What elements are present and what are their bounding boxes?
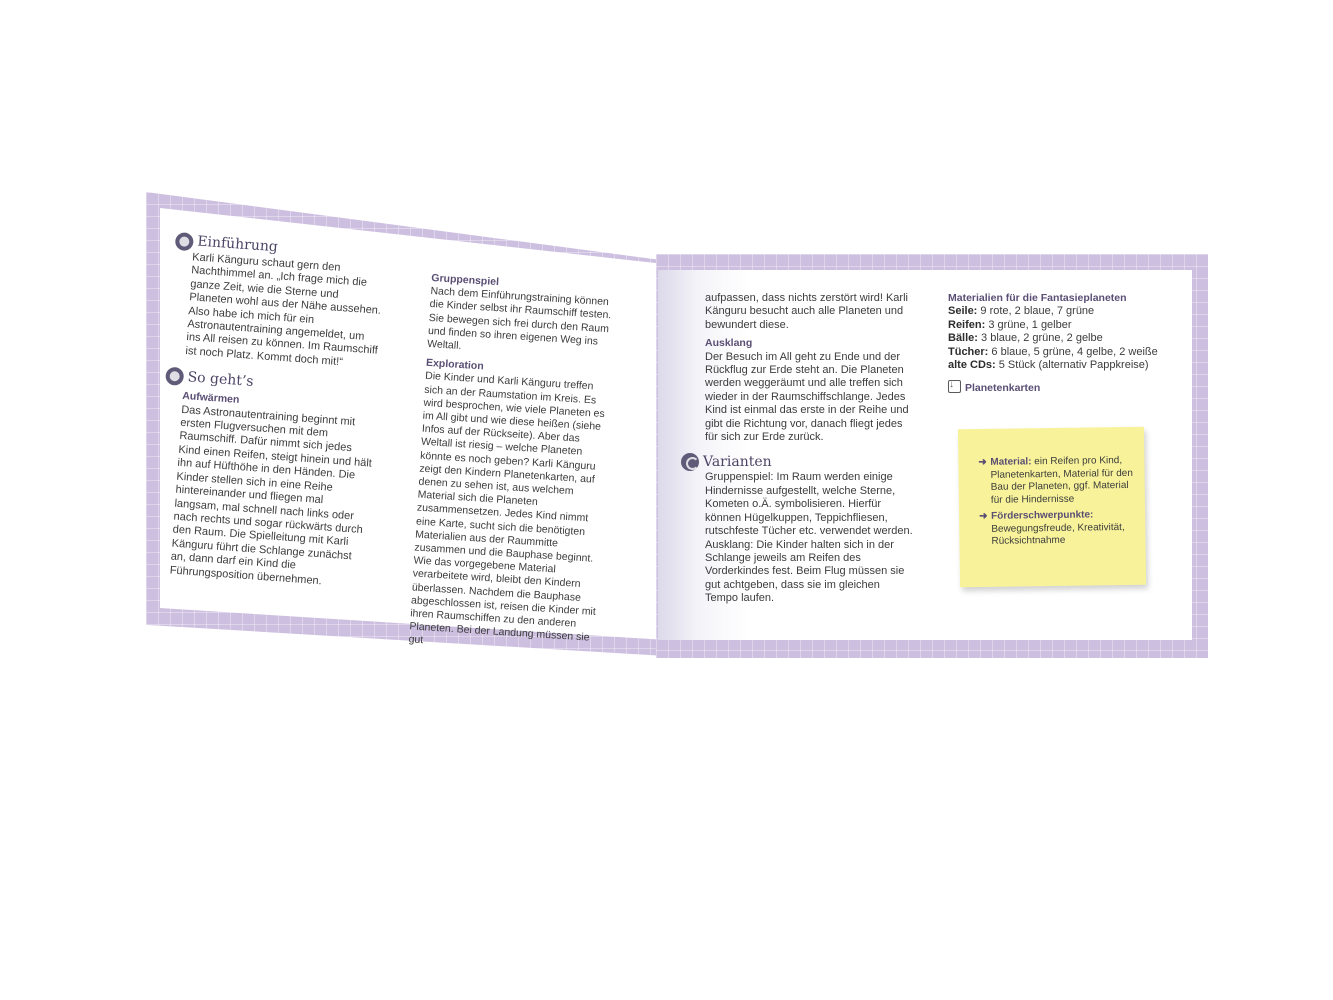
variants-heading xyxy=(681,453,915,471)
materials-title: Materialien für die Fantasieplaneten xyxy=(948,292,1127,304)
material-value: 3 grüne, 1 gelber xyxy=(988,318,1072,331)
end-text: Der Besuch im All geht zu Ende und der Rückflug zur Erde steht an. Die Planeten werden weggeräumt und alle treffen sich wieder in der Raumschiffschlange. Jedes Kind ist einmal das erste in der Reihe und gibt die Richtung vor, danach fliegt jedes für sich zur Erde zurück. xyxy=(705,350,909,444)
explore-title: Exploration xyxy=(425,357,485,373)
arrow-right-icon: ➜ xyxy=(978,456,987,469)
material-label: alte CDs: xyxy=(948,359,996,372)
group-text: Nach dem Einführungstraining können die Kinder selbst ihr Raumschiff testen. Sie bewegen sich frei durch den Raum und finden so ihren eigenen Weg ins Weltall. xyxy=(426,285,612,353)
download-icon xyxy=(948,380,961,393)
material-label: Tücher: xyxy=(948,345,989,358)
material-label: Reifen: xyxy=(948,318,986,331)
refresh-icon xyxy=(681,453,699,471)
variants-text-2: Ausklang: Die Kinder halten sich in der Schlange jeweils am Reifen des Vorderkindes fest. Beim Flug müssen sie gut achtgeben, dass sie im gleichen Tempo laufen. xyxy=(705,538,905,605)
right-column-1 xyxy=(705,292,915,606)
continued-text: aufpassen, dass nichts zerstört wird! Karli Känguru besucht auch alle Planeten und bewundert diese. xyxy=(705,292,908,331)
speech-bubble-icon xyxy=(175,232,194,251)
download-label: Planetenkarten xyxy=(965,382,1041,395)
intro-text: Karli Känguru schaut gern den Nachthimmel an. „Ich frage mich die ganze Zeit, wie die Sterne und Planeten wohl aus der Nähe aussehen. Also habe ich mich für ein Astronautentraining angemeldet, um ins All reisen zu können. Im Raumschiff ist noch Platz. Kommt doch mit!“ xyxy=(185,251,382,369)
note-material-label: Material: xyxy=(990,456,1032,468)
material-value: 5 Stück (alternativ Pappkreise) xyxy=(998,359,1149,372)
left-column-2 xyxy=(408,268,621,659)
material-row xyxy=(948,305,1168,318)
material-value: 6 blaue, 5 grüne, 4 gelbe, 2 weiße xyxy=(991,345,1158,358)
end-title: Ausklang xyxy=(705,337,753,350)
material-value: 3 blaue, 2 grüne, 2 gelbe xyxy=(981,332,1103,345)
note-focus-text: Bewegungsfreude, Kreativität, Rücksichtnahme xyxy=(991,521,1125,547)
variants-text-1: Gruppenspiel: Im Raum werden einige Hindernisse aufgestellt, welche Sterne, Kometen o.Ä. symbolisieren. Hierfür können Hügelkuppen, Teppichfliesen, rutschfeste Tücher etc. verwendet werden. xyxy=(705,471,913,538)
material-row xyxy=(948,319,1168,332)
material-row xyxy=(948,332,1168,345)
sticky-note xyxy=(958,427,1146,588)
material-value: 9 rote, 2 blaue, 7 grüne xyxy=(980,305,1095,318)
arrow-right-icon: ➜ xyxy=(979,510,988,523)
variants-heading-text: Varianten xyxy=(703,453,772,470)
intro-heading-text: Einführung xyxy=(196,233,279,256)
explore-text: Die Kinder und Karli Känguru treffen sich an der Raumstation im Kreis. Es wird besprochen, wie viele Planeten es im All gibt und wie diese heißen (siehe Infos auf der Rückseite). Aber das Weltall ist riesig – welche Planeten könnte es noch geben? Karli Känguru zeigt den Kindern Planetenkarten, auf denen zu sehen ist, aus welchem Material sich die Planeten zusammensetzen. Jedes Kind nimmt eine Karte, sucht sich die benötigten Materialien aus der Raummitte zusammen und die Bauphase beginnt. Wie das vorgegebene Material verarbeitete wird, bleibt den Kindern überlassen. Nachdem die Bauphase abgeschlossen ist, reisen die Kinder mit ihren Raumschiffen zu den anderen Planeten. Bei der Landung müssen sie gut xyxy=(408,370,606,647)
note-focus-label: Förderschwerpunkte: xyxy=(991,509,1094,522)
warmup-title: Aufwärmen xyxy=(181,390,240,407)
warmup-text: Das Astronautentraining beginnt mit ersten Flugversuchen mit dem Raumschiff. Dafür nimmt sich jedes Kind einen Reifen, steigt hinein und hält ihn auf Hüfthöhe in den Händen. Die Kinder stellen sich in eine Reihe hintereinander und fliegen mal langsam, mal schnell nach links oder nach rechts und sogar rückwärts durch den Raum. Die Spielleitung mit Karli Känguru führt die Schlange zunächst an, dann darf ein Kind die Führungsposition übernehmen. xyxy=(169,403,373,587)
note-focus xyxy=(959,509,1146,549)
material-row xyxy=(948,346,1168,359)
hand-icon xyxy=(165,367,184,386)
material-label: Bälle: xyxy=(948,332,978,345)
how-heading-text: So geht’s xyxy=(187,368,255,390)
right-column-2 xyxy=(948,292,1168,396)
note-material-text: ein Reifen pro Kind, Planetenkarten, Material für den Bau der Planeten, ggf. Material für die Hindernisse xyxy=(990,455,1133,506)
group-title: Gruppenspiel xyxy=(430,271,500,289)
note-material xyxy=(958,455,1145,508)
download-link[interactable] xyxy=(948,380,1168,395)
left-column-1 xyxy=(151,232,387,591)
material-label: Seile: xyxy=(948,305,978,318)
material-row xyxy=(948,359,1168,372)
